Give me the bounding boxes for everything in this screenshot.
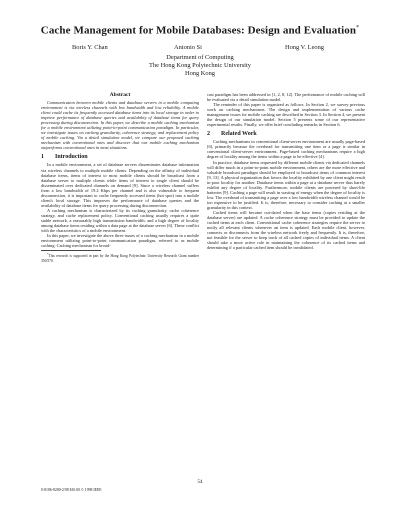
- author-3: Hong V. Leong: [285, 44, 324, 51]
- related-paragraph: Cached items will become out-dated when the base items (copies residing at the database server) are updated. A cache coherence strategy must be provided to update the cached items at each client. Conventional cache coherence strategies require the server to notify all relevant clients whenever an item is updated. Each mobile client, however, connects or disconnects from the wireless network freely and frequently. It is, therefore, not feasible for the server to keep track of all cached copies of individual items. A client should take a more active role in maintaining the coherence of its cached items and determining if a particular cached item should be invalidated.: [207, 209, 365, 251]
- affiliation-institution: The Hong Kong Polytechnic University: [149, 62, 251, 69]
- intro-continued-paragraph: cast paradigm has been addressed in [1, 2, 8, 12]. The performance of mobile caching will be evaluated via a detail simulation model.: [207, 92, 365, 103]
- footnote-mark: *: [47, 252, 49, 257]
- abstract-heading: Abstract: [109, 92, 131, 98]
- related-paragraph: In practice, database items requested by different mobile clients via dedicated channels will differ much in a point-to-point mobile environment, others are the more effective and valuable broadcast paradigm should be employed to broadcast items of common interest [9, 13]. A physical organization that favors the locality exhibited by one client might result in poor locality for another. Database items within a page at a database server thus barely exhibit any degree of locality. Furthermore, mobile clients are powered by short-life batteries [9]. Caching a page will result in wasting of energy when the degree of locality is low. The overhead of transmitting a page over a low bandwidth wireless channel would be too expensive to be justified. It is, therefore, necessary to consider caching at a smaller granularity in this context.: [207, 159, 365, 210]
- section-2-title: Related Work: [221, 131, 257, 138]
- intro-paragraph: In a mobile environment, a set of database servers disseminates database information via wireless channels to multiple mobile clients. Depending on the affinity of individual database items, items of interest to most mobile clients should be broadcast from a database server to multiple clients while items of interest to single client should be disseminated over dedicated channels on demand [9]. Since a wireless channel suffers from a low bandwidth of 19.2 Kbps per channel and is also vulnerable to frequent disconnection, it is important to cache frequently accessed items (hot spot) into a mobile client's local storage. This improves the performance of database queries and the availability of database items for query processing during disconnection.: [41, 162, 199, 208]
- section-1-number: 1: [41, 154, 44, 161]
- section-1-heading: [41, 153, 199, 161]
- affiliation-location: Hong Kong: [185, 70, 215, 77]
- page-number: 54: [197, 480, 203, 485]
- affiliation-department: Department of Computing: [166, 54, 234, 61]
- footnote-text: This research is supported in part by the Hong Kong Polytechnic University Research Grant number 350/570.: [41, 254, 199, 263]
- right-column: [207, 92, 365, 250]
- related-paragraph: Caching mechanisms in conventional client-server environment are usually page-based [6], primarily because the overhead for transmitting one item or a page is similar in conventional client-server environment. Page-based caching mechanisms require a high degree of locality among the items within a page to be effective [4].: [207, 139, 365, 160]
- copyright-line: 0-8186-8280-2/98 $10.00 © 1998 IEEE: [41, 488, 102, 492]
- intro-continued-paragraph: The reminder of this paper is organized as follows. In Section 2, we survey previous work on caching mechanisms. The design and implementation of various cache management issues for mobile caching are described in Section 3. In Section 4, we present the design of our simulation model. Section 5 presents some of our representative experimental results. Finally, we offer brief concluding remarks in Section 6.: [207, 102, 365, 128]
- paper-title: Cache Management for Mobile Databases: Design and Evaluation*: [40, 24, 360, 37]
- section-1-title: Introduction: [55, 154, 88, 161]
- intro-paragraph: A caching mechanism is characterized by its caching granularity, cache coherence strategy, and cache replacement policy. Conventional caching usually requires a quite stable network, a reasonably high transmission bandwidth, and a high degree of locality among database items residing within a data page at the database server [6]. These conflict with the characteristics of a mobile environment.: [41, 207, 199, 234]
- footnote: [41, 252, 199, 263]
- abstract-text: Communication between mobile clients and database servers in a mobile computing environment is via wireless channels with low bandwidth and low reliability. A mobile client could cache its frequently accessed database items into its local storage in order to improve performance of database queries and availability of database items for query processing during disconnection. In this paper, we describe a mobile caching mechanism for a mobile environment utilizing point-to-point communication paradigm. In particular, we investigate issues on caching granularity, coherence strategy, and replacement policy of mobile caching. Via a detail simulation model, we compare our proposed caching mechanism with conventional ones and discover that our mobile caching mechanism outperforms conventional ones in most situations.: [41, 100, 199, 151]
- left-column: [41, 92, 199, 263]
- section-2-number: 2: [207, 131, 210, 138]
- author-1: Boris Y. Chan: [72, 44, 108, 51]
- title-footnote-mark: *: [356, 25, 360, 31]
- footnote-rule: [41, 250, 101, 251]
- section-2-heading: [207, 130, 365, 138]
- author-2: Antonio Si: [174, 44, 202, 51]
- intro-paragraph: In this paper, we investigate the above three issues of a caching mechanism in a mobile environment utilizing point-to-point communication paradigm, referred to as mobile caching. Caching mechanism for broad-: [41, 233, 199, 249]
